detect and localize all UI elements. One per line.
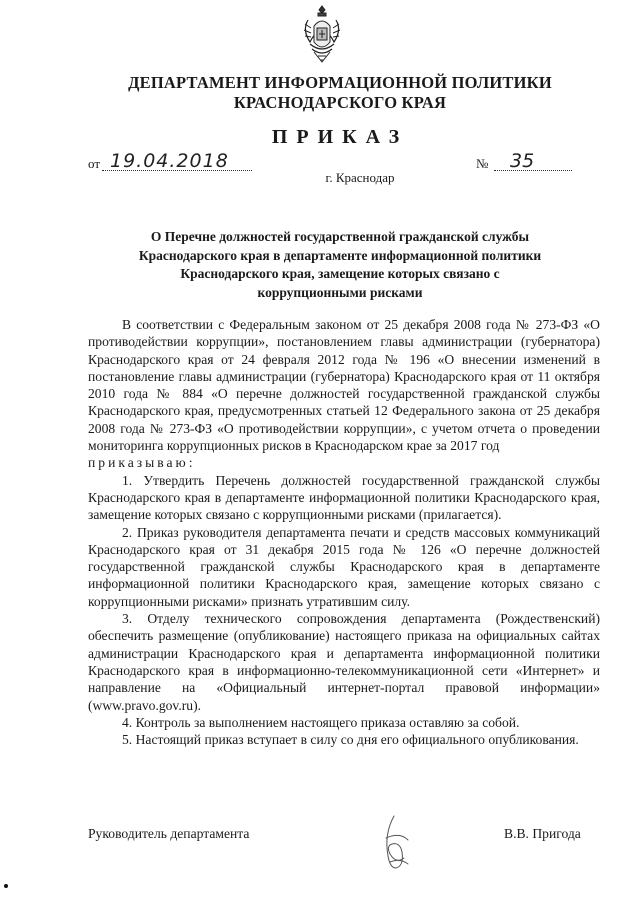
signer-position: Руководитель департамента [88,826,250,841]
signature-icon [374,812,420,872]
signer-name: В.В. Пригода [504,826,581,841]
date-value: 19.04.2018 [110,150,229,172]
order-item: 4. Контроль за выполнением настоящего приказа оставляю за собой. [122,714,520,730]
order-item: 2. Приказ руководителя департамента печати и средств массовых коммуникаций Краснодарского края от 31 декабря 2015 года № 126 «О перечне должностей государственной гражданской службы Краснодарского края в департаменте информационной политики Краснодарского края, замещение которых связано с коррупционными рисками» признать утратившим силу. [88,524,600,609]
date-prefix: от [88,156,101,171]
number-value: 35 [510,150,535,172]
subject-line: Краснодарского края в департаменте информационной политики [138,247,542,263]
order-item: 1. Утвердить Перечень должностей государственной гражданской службы Краснодарского края в департаменте информационной политики Краснодарского края, замещение которых связано с коррупционными рисками (прилагается). [88,472,600,523]
city: г. Краснодар [325,170,395,185]
scan-mark [4,884,8,888]
subject-line: О Перечне должностей государственной гражданской службы [150,229,530,244]
subject-line: Краснодарского края, замещение которых связано с [180,266,500,281]
order-item: 3. Отделу технического сопровождения департамента (Рождественский) обеспечить размещение (опубликование) настоящего приказа на официальных сайтах администрации Краснодарского края и департамента информационной политики Краснодарского края в информационно-телекоммуникационной сети «Интернет» и направление на «Официальный интернет-портал правовой информации» (www.pravo.gov.ru). [88,611,600,713]
order-subject [110,228,570,302]
order-word: приказываю: [88,455,196,471]
organization-name-line1: ДЕПАРТАМЕНТ ИНФОРМАЦИОННОЙ ПОЛИТИКИ [128,73,552,92]
document-type: ПРИКАЗ [271,126,409,148]
order-item: 5. Настоящий приказ вступает в силу со дня его официального опубликования. [122,732,579,748]
preamble-paragraph: В соответствии с Федеральным законом от 25 декабря 2008 года № 273-ФЗ «О противодействии коррупции», постановлением главы администрации (губернатора) Краснодарского края от 24 февраля 2012 года № 196 «О внесении изменений в постановление главы администрации (губернатора) Краснодарского края от 11 октября 2010 года № 884 «О перечне должностей государственной гражданской службы Краснодарского края, предусмотренных статьей 12 Федерального закона от 25 декабря 2008 года № 273-ФЗ «О противодействии коррупции», с учетом отчета о проведении мониторинга коррупционных рисков в Краснодарском крае за 2017 год [88,317,600,454]
subject-line: коррупционными рисками [257,284,423,300]
number-prefix: № [476,156,489,171]
coat-of-arms-icon [300,4,344,66]
organization-name-line2: КРАСНОДАРСКОГО КРАЯ [233,93,447,112]
order-body [88,316,600,748]
